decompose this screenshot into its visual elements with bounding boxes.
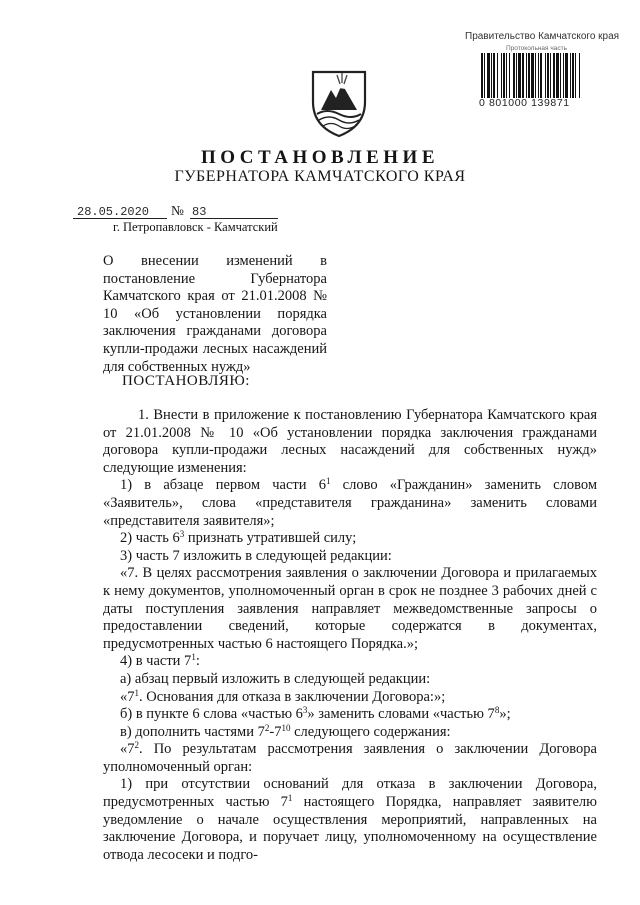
superscript: 3	[302, 705, 308, 716]
document-body	[103, 407, 597, 864]
document-subject: О внесении изменений в постановление Губернатора Камчатского края от 21.01.2008 № 10 «Об установлении порядка заключения гражданами договора купли-продажи лесных насаждений для собственных нужд»	[103, 253, 327, 375]
page-subtitle: ГУБЕРНАТОРА КАМЧАТСКОГО КРАЯ	[174, 168, 466, 185]
text: -7	[269, 723, 282, 740]
paragraph-9	[103, 706, 597, 724]
superscript: 8	[494, 705, 500, 716]
superscript: 10	[281, 722, 291, 733]
paragraph-5: «7. В целях рассмотрения заявления о заключении Договора и прилагаемых к нему документов, уполномоченный орган в срок не позднее 3 рабочих дней с даты поступления заявления направляет межведомственные запросы о предоставлении сведений, которые содержатся в документах, предусмотренных частью 6 настоящего Порядка.»;	[103, 565, 597, 652]
document-city: г. Петропавловск - Камчатский	[113, 220, 278, 234]
superscript: 1	[191, 652, 196, 663]
text: . По результатам рассмотрения заявления о заключении Договора уполномоченный орган:	[103, 741, 597, 775]
text: в) дополнить частями 7	[120, 723, 265, 740]
text: »;	[499, 706, 511, 723]
text: «7	[120, 688, 135, 705]
text: следующего содержания:	[290, 723, 451, 740]
text: :	[195, 653, 200, 670]
paragraph-2	[103, 477, 597, 530]
paragraph-8	[103, 689, 597, 707]
text: 4) в части 7	[120, 653, 192, 670]
superscript: 1	[325, 476, 331, 487]
paragraph-10	[103, 724, 597, 742]
text: слово «Гражданин» заменить словом «Заявитель», слова «представителя гражданина» заменить словами «представителя заявителя»;	[103, 477, 597, 529]
text: «7	[120, 741, 135, 758]
superscript: 3	[179, 529, 185, 540]
text: настоящего Порядка, направляет заявителю уведомление о начале осуществления мероприятий, направленных на заключение Договора, и поручает лицу, уполномоченному на осуществление отвода лесосеки и подго-	[103, 794, 598, 863]
text: признать утратившей силу;	[184, 530, 357, 547]
text: б) в пункте 6 слова «частью 6	[120, 706, 303, 723]
kamchatka-emblem-icon	[307, 68, 371, 138]
paragraph-7: а) абзац первый изложить в следующей редакции:	[120, 670, 431, 687]
text: » заменить словами «частью 7	[307, 706, 495, 723]
number-sign: №	[171, 203, 184, 218]
superscript: 1	[287, 793, 293, 804]
text: 1) в абзаце первом части 6	[120, 477, 326, 494]
paragraph-1: 1. Внести в приложение к постановлению Губернатора Камчатского края от 21.01.2008 № 10 «Об установлении порядка заключения гражданами договора купли-продажи лесных насаждений для собственных нужд» следующие изменения:	[103, 407, 597, 476]
page-title: ПОСТАНОВЛЕНИЕ	[200, 147, 440, 168]
document-date: 28.05.2020	[77, 205, 150, 219]
paragraph-3	[103, 530, 597, 548]
text: 1) при отсутствии оснований для отказа в заключении Договора, предусмотренных частью 7	[103, 776, 597, 811]
superscript: 1	[134, 687, 139, 698]
superscript: 2	[264, 722, 270, 733]
paragraph-4: 3) часть 7 изложить в следующей редакции:	[120, 547, 392, 564]
barcode	[481, 53, 609, 98]
stamp-organization: Правительство Камчатского края	[465, 31, 620, 42]
paragraph-11	[103, 741, 597, 776]
text: 2) часть 6	[120, 530, 180, 547]
paragraph-6	[103, 653, 597, 671]
superscript: 2	[134, 740, 139, 751]
resolve-heading: ПОСТАНОВЛЯЮ:	[122, 373, 250, 389]
document-number: 83	[192, 205, 207, 219]
stamp-subtitle: Протокольная часть	[506, 45, 567, 52]
paragraph-12	[103, 776, 597, 864]
barcode-number: 0 801000 139871	[479, 97, 570, 109]
text: . Основания для отказа в заключении Договора:»;	[139, 688, 446, 705]
